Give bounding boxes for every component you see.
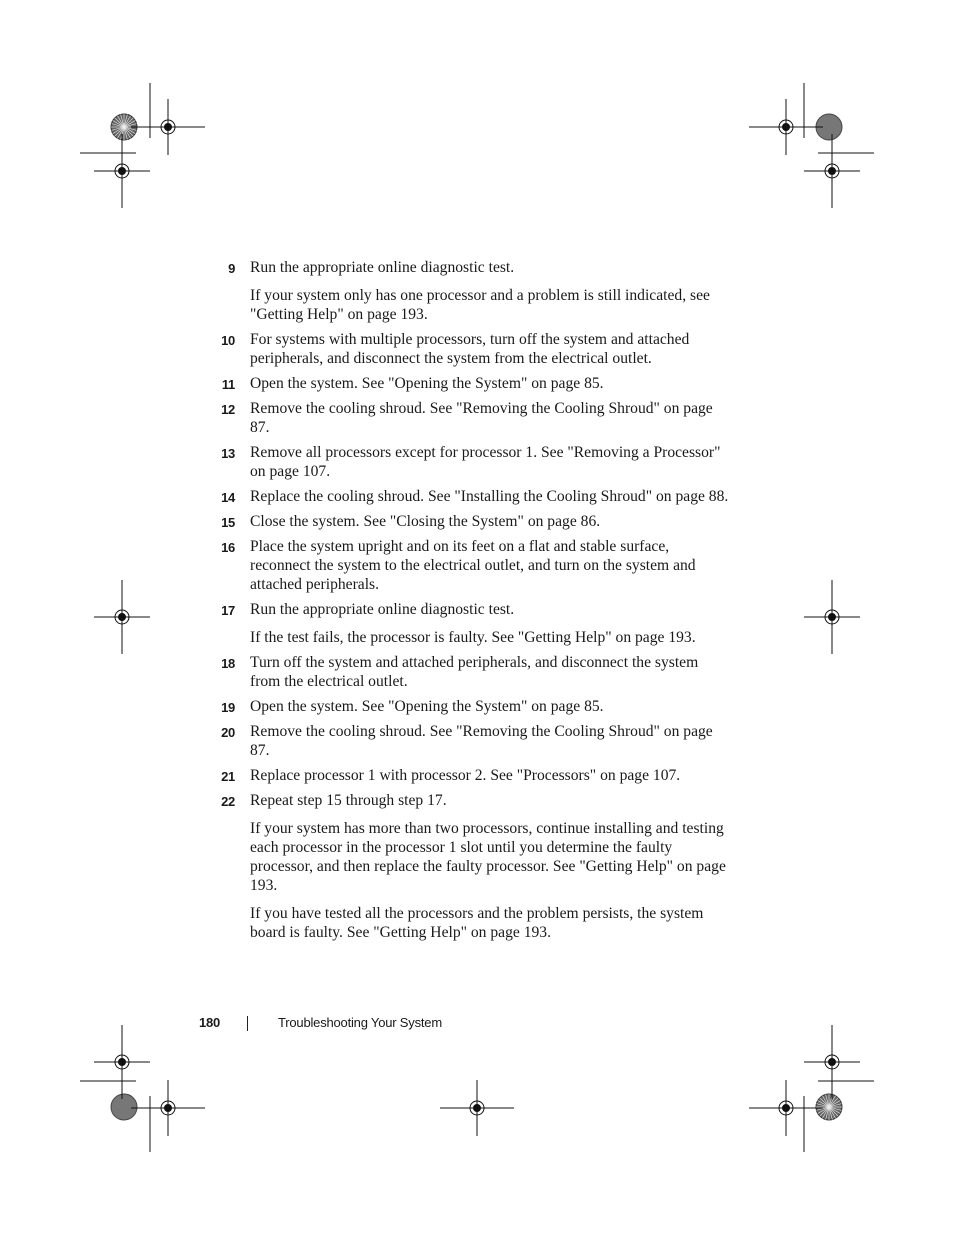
step-number: 20 <box>221 725 235 740</box>
registration-target-dot <box>829 168 836 175</box>
step-item <box>200 487 730 506</box>
step-text: Repeat step 15 through step 17. <box>250 792 447 809</box>
step-text: Open the system. See "Opening the System" on page 85. <box>250 698 604 715</box>
step-note: If your system has more than two processors, continue installing and testing each processor in the processor 1 slot until you determine the faulty processor, and then replace the faulty processor. See "Getting Help" on page 193. <box>250 820 726 894</box>
registration-target-dot <box>829 614 836 621</box>
procedure-steps-list <box>200 258 730 948</box>
step-note: If the test fails, the processor is faulty. See "Getting Help" on page 193. <box>250 629 696 646</box>
step-text: Open the system. See "Opening the System" on page 85. <box>250 375 604 392</box>
gray-density-dot <box>111 1094 137 1120</box>
step-item <box>200 443 730 481</box>
step-number: 17 <box>221 603 235 618</box>
step-text: Replace processor 1 with processor 2. See "Processors" on page 107. <box>250 767 681 784</box>
step-item <box>200 722 730 760</box>
step-item <box>200 399 730 437</box>
step-text: Place the system upright and on its feet on a flat and stable surface, reconnect the system to the electrical outlet, and turn on the system and attached peripherals. <box>250 538 696 593</box>
registration-target-dot <box>165 1105 172 1112</box>
step-item <box>200 374 730 393</box>
step-text: Remove the cooling shroud. See "Removing the Cooling Shroud" on page 87. <box>250 400 713 436</box>
step-item <box>200 258 730 324</box>
step-text: Replace the cooling shroud. See "Installing the Cooling Shroud" on page 88. <box>250 488 729 505</box>
registration-target-dot <box>165 124 172 131</box>
step-number: 19 <box>221 700 235 715</box>
registration-target-dot <box>119 614 126 621</box>
registration-target-dot <box>783 1105 790 1112</box>
step-number: 18 <box>221 656 235 671</box>
step-item <box>200 653 730 691</box>
step-text: Run the appropriate online diagnostic test. <box>250 259 515 276</box>
step-text: Remove the cooling shroud. See "Removing the Cooling Shroud" on page 87. <box>250 723 713 759</box>
step-number: 15 <box>221 515 235 530</box>
step-number: 10 <box>221 333 235 348</box>
step-item <box>200 537 730 594</box>
registration-target-dot <box>474 1105 481 1112</box>
step-item <box>200 330 730 368</box>
step-note: If you have tested all the processors and the problem persists, the system board is faulty. See "Getting Help" on page 193. <box>250 905 704 941</box>
step-text: Remove all processors except for processor 1. See "Removing a Processor" on page 107. <box>250 444 721 480</box>
step-note: If your system only has one processor and a problem is still indicated, see "Getting Help" on page 193. <box>250 287 710 323</box>
step-text: Close the system. See "Closing the System" on page 86. <box>250 513 601 530</box>
step-item <box>200 791 730 942</box>
footer-section-title: Troubleshooting Your System <box>278 1015 442 1030</box>
step-item <box>200 697 730 716</box>
page-number: 180 <box>199 1015 221 1030</box>
registration-target-dot <box>783 124 790 131</box>
step-number: 12 <box>221 402 235 417</box>
registration-target-dot <box>119 1059 126 1066</box>
step-number: 9 <box>228 261 235 276</box>
step-number: 11 <box>221 377 235 392</box>
step-number: 22 <box>221 794 235 809</box>
registration-target-dot <box>119 168 126 175</box>
step-number: 13 <box>221 446 235 461</box>
step-item <box>200 512 730 531</box>
footer-divider <box>247 1016 248 1031</box>
registration-target-dot <box>829 1059 836 1066</box>
step-text: Run the appropriate online diagnostic test. <box>250 601 515 618</box>
step-text: For systems with multiple processors, turn off the system and attached peripherals, and disconnect the system from the electrical outlet. <box>250 331 690 367</box>
step-number: 14 <box>221 490 235 505</box>
step-item <box>200 766 730 785</box>
step-item <box>200 600 730 647</box>
step-number: 21 <box>221 769 235 784</box>
step-text: Turn off the system and attached peripherals, and disconnect the system from the electrical outlet. <box>250 654 699 690</box>
step-number: 16 <box>221 540 235 555</box>
